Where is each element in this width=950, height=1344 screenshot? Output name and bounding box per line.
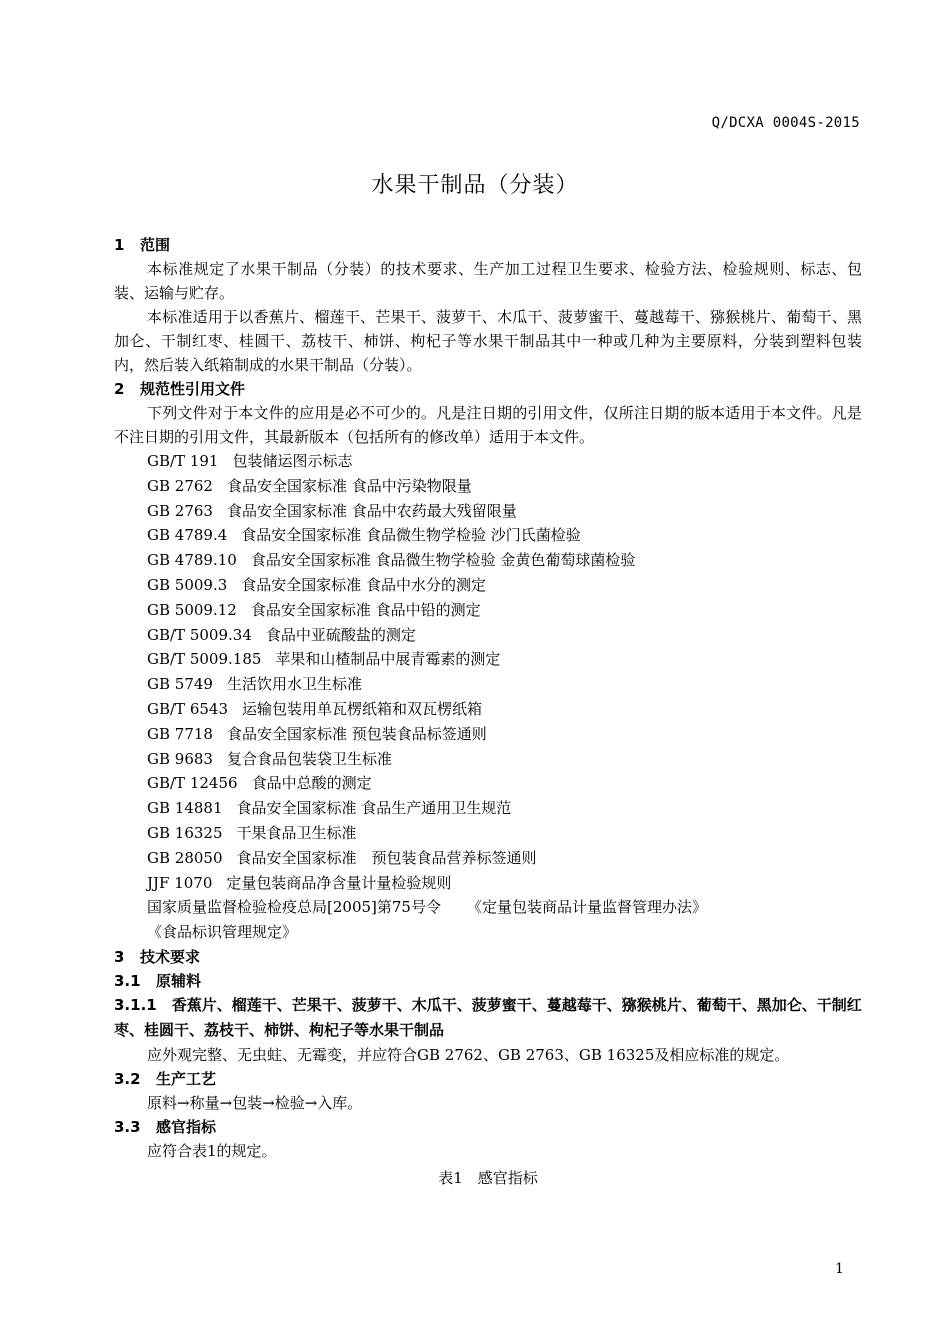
paragraph: 本标准适用于以香蕉片、榴莲干、芒果干、菠萝干、木瓜干、菠萝蜜干、蔓越莓干、猕猴桃片、葡萄干、黑加仑、干制红枣、桂圆干、荔枝干、柿饼、枸杞子等水果干制品其中一种或几种为主要原料，分装到塑料包装内，然后装入纸箱制成的水果干制品（分装）。 <box>114 308 862 374</box>
reference-title: 复合食品包装袋卫生标准 <box>226 749 392 768</box>
subsection-number: 3.2 <box>114 1069 141 1088</box>
section-heading-2 <box>114 377 862 401</box>
paragraph: 本标准规定了水果干制品（分装）的技术要求、生产加工过程卫生要求、检验方法、检验规则、标志、包装、运输与贮存。 <box>114 260 862 302</box>
subsection-title: 生产工艺 <box>156 1069 217 1088</box>
reference-code: GB/T 6543 <box>147 699 229 718</box>
page-number: 1 <box>835 1261 844 1277</box>
reference-title: 定量包装商品净含量计量检验规则 <box>226 873 452 892</box>
subsection-number: 3.3 <box>114 1117 141 1136</box>
reference-item <box>147 697 862 722</box>
paragraph: 下列文件对于本文件的应用是必不可少的。凡是注日期的引用文件，仅所注日期的版本适用于本文件。凡是不注日期的引用文件，其最新版本（包括所有的修改单）适用于本文件。 <box>114 404 862 446</box>
decree-name: 国家质量监督检验检疫总局[2005]第75号令 <box>147 898 441 917</box>
reference-title: 食品安全国家标准 食品中污染物限量 <box>226 476 472 495</box>
section-heading-1 <box>114 233 862 257</box>
reference-item <box>147 623 862 648</box>
reference-title: 食品安全国家标准 食品中水分的测定 <box>241 575 487 594</box>
paragraph: 应外观完整、无虫蛀、无霉变，并应符合GB 2762、GB 2763、GB 16325及相应标准的规定。 <box>147 1045 790 1064</box>
reference-item <box>147 796 862 821</box>
reference-code: GB/T 12456 <box>147 774 238 793</box>
paragraph: 原料→称量→包装→检验→入库。 <box>147 1093 363 1112</box>
section-number: 3 <box>114 947 125 966</box>
reference-title: 运输包装用单瓦楞纸箱和双瓦楞纸箱 <box>242 699 483 718</box>
reference-title: 食品安全国家标准 食品微生物学检验 沙门氏菌检验 <box>241 526 581 545</box>
reference-title: 苹果和山楂制品中展青霉素的测定 <box>275 650 501 669</box>
reference-item <box>147 523 862 548</box>
reference-item <box>147 821 862 846</box>
reference-item <box>147 449 862 474</box>
paragraph: 应符合表1的规定。 <box>147 1141 277 1160</box>
reference-decree <box>147 895 862 920</box>
reference-regulation: 《食品标识管理规定》 <box>147 923 298 942</box>
reference-item <box>147 846 862 871</box>
reference-code: GB 2763 <box>147 501 213 520</box>
reference-title: 食品中总酸的测定 <box>251 774 372 793</box>
reference-code: GB 7718 <box>147 724 213 743</box>
reference-code: GB 5749 <box>147 675 213 694</box>
reference-code: GB 14881 <box>147 799 223 818</box>
reference-item <box>147 722 862 747</box>
subsection-heading-3-1 <box>114 969 862 993</box>
document-body <box>114 233 862 1191</box>
reference-code: GB 16325 <box>147 823 223 842</box>
reference-code: GB 9683 <box>147 749 213 768</box>
subsection-heading-3-1-1 <box>114 993 862 1043</box>
reference-list <box>114 449 862 945</box>
reference-title: 食品安全国家标准 预包装食品标签通则 <box>226 724 487 743</box>
subsection-title: 原辅料 <box>156 971 202 990</box>
section-number: 2 <box>114 380 125 398</box>
reference-code: GB/T 5009.185 <box>147 650 262 669</box>
subsection-heading-3-2 <box>114 1067 862 1091</box>
reference-title: 食品中亚硫酸盐的测定 <box>265 625 416 644</box>
reference-code: GB 5009.12 <box>147 600 237 619</box>
document-title: 水果干制品（分装） <box>371 173 579 198</box>
reference-title: 食品安全国家标准 预包装食品营养标签通则 <box>236 848 537 867</box>
reference-title: 食品安全国家标准 食品微生物学检验 金黄色葡萄球菌检验 <box>250 551 636 570</box>
reference-title: 食品安全国家标准 食品中铅的测定 <box>250 600 481 619</box>
reference-item <box>147 573 862 598</box>
reference-title: 食品安全国家标准 食品中农药最大残留限量 <box>226 501 517 520</box>
reference-item <box>147 598 862 623</box>
subsection-heading-3-3 <box>114 1115 862 1139</box>
subsection-title: 感官指标 <box>156 1117 217 1136</box>
reference-code: GB 4789.4 <box>147 526 228 545</box>
decree-title: 《定量包装商品计量监督管理办法》 <box>466 898 707 917</box>
reference-title: 干果食品卫生标准 <box>236 823 357 842</box>
subsection-title: 香蕉片、榴莲干、芒果干、菠萝干、木瓜干、菠萝蜜干、蔓越莓干、猕猴桃片、葡萄干、黑加仑、干制红枣、桂圆干、荔枝干、柿饼、枸杞子等水果干制品 <box>114 995 862 1039</box>
section-title: 技术要求 <box>140 947 201 966</box>
reference-item <box>147 499 862 524</box>
reference-item <box>147 672 862 697</box>
reference-code: GB 2762 <box>147 476 213 495</box>
reference-item <box>147 548 862 573</box>
section-title: 规范性引用文件 <box>140 380 246 398</box>
section-title: 范围 <box>140 236 171 254</box>
reference-title: 包装储运图示标志 <box>232 452 353 470</box>
reference-item <box>147 474 862 499</box>
subsection-number: 3.1 <box>114 971 141 990</box>
reference-item <box>147 871 862 896</box>
table-caption: 表1 感官指标 <box>438 1168 538 1187</box>
subsection-number: 3.1.1 <box>114 995 157 1014</box>
reference-item <box>147 647 862 672</box>
section-number: 1 <box>114 236 125 254</box>
section-heading-3 <box>114 945 862 969</box>
reference-code: GB 5009.3 <box>147 575 228 594</box>
reference-title: 食品安全国家标准 食品生产通用卫生规范 <box>236 799 512 818</box>
reference-item <box>147 747 862 772</box>
reference-code: JJF 1070 <box>147 873 213 892</box>
reference-code: GB 4789.10 <box>147 551 237 570</box>
standard-code: Q/DCXA 0004S-2015 <box>711 115 860 131</box>
reference-code: GB/T 191 <box>147 452 219 470</box>
reference-item <box>147 771 862 796</box>
reference-code: GB 28050 <box>147 848 223 867</box>
reference-code: GB/T 5009.34 <box>147 625 252 644</box>
reference-title: 生活饮用水卫生标准 <box>226 675 362 694</box>
